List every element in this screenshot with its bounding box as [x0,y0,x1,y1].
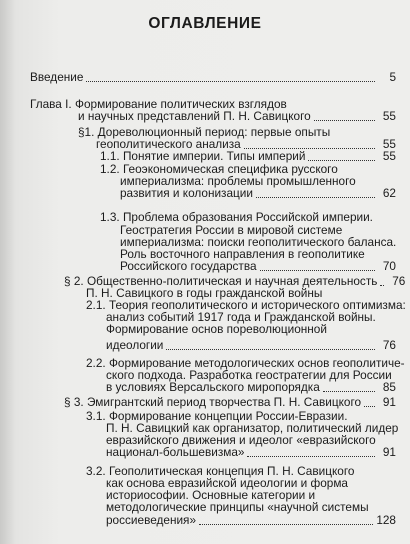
toc-subsection-2-2-line-1: 2.2. Формирование методологических основ геополитиче- [86,356,405,370]
toc-subsection-1-3-line-2: Геостратегия России в мировой системе [120,223,343,237]
toc-subsection-1-3-line-3: империализма: поиски геополитического баланса. [120,235,397,249]
toc-entry-text: Российского государства [120,259,257,273]
toc-section-3 [64,396,396,409]
toc-subsection-3-2-line-1: 3.2. Геополитическая концепция П. Н. Савицкого [86,464,355,478]
toc-subsection-1-2 [120,187,396,200]
toc-subsection-3-2-line-2: как основа евразийской идеологии и форма [106,476,348,490]
toc-subsection-2-1-line-3: Формирование основ пореволюционной [106,322,327,336]
dot-leader [86,80,375,82]
toc-entry-text: в условиях Версальского миропорядка [106,380,320,394]
toc-page-number: 55 [382,137,396,151]
toc-page-number: 91 [382,395,396,409]
toc-subsection-3-1-line-1: 3.1. Формирование концепции России-Евразии. [86,409,348,423]
toc-page-number: 76 [392,274,406,288]
toc-entry-text: национал-большевизма» [106,445,245,459]
dot-leader [256,196,375,198]
toc-page-number: 62 [382,186,396,200]
dot-leader [314,119,375,121]
dot-leader [247,455,375,457]
toc-entry-text: § 3. Эмигрантский период творчества П. Н. Савицкого [64,395,362,409]
toc-subsection-3-2 [106,514,396,527]
page-title: ОГЛАВЛЕНИЕ [148,15,262,32]
dot-leader [323,390,375,392]
toc-chapter-1 [78,110,396,123]
toc-subsection-1-2-line-1: 1.2. Геоэкономическая специфика русского [100,162,338,176]
toc-page-number: 5 [389,70,396,84]
toc-chapter-1-line-1: Глава I. Формирование политических взглядов [30,97,287,111]
dot-leader [166,348,375,350]
toc-subsection-3-1-line-2: П. Н. Савицкий как организатор, политический лидер [106,421,399,435]
toc-page-number: 55 [382,109,396,123]
toc-page-number: 85 [382,380,396,394]
toc-subsection-2-1-line-1: 2.1. Теория геополитического и исторического оптимизма: [86,298,406,312]
toc-entry-text: 1.1. Понятие империи. Типы империй [100,149,306,163]
toc-entry-text: § 2. Общественно-политическая и научная деятельность [64,274,378,288]
toc-page-number: 128 [376,513,396,527]
toc-entry-text: развития и колонизации [120,186,253,200]
toc-subsection-1-3-line-1: 1.3. Проблема образования Российской империи. [100,210,373,224]
toc-subsection-2-2-line-2: ского подхода. Разработка геостратегии для России [106,368,392,382]
toc-entry-introduction [30,71,396,84]
dot-leader [260,269,375,271]
toc-subsection-2-2 [106,381,396,394]
toc-subsection-3-1 [106,446,396,459]
toc-subsection-3-1-line-3: евразийского движения и идеолог «евразийского [106,433,376,447]
dot-leader [380,284,384,286]
toc-subsection-1-3 [120,260,396,273]
toc-entry-text: Введение [30,70,84,84]
toc-subsection-3-2-line-4: методологические принципы «научной системы [106,500,369,514]
toc-subsection-3-2-line-3: историософии. Основные категории и [106,488,316,502]
toc-subsection-1-3-line-4: Роль восточного направления в геополитике [120,247,365,261]
toc-subsection-2-1 [106,339,396,352]
toc-entry-text: россиеведения» [106,513,197,527]
dot-leader [308,159,375,161]
toc-entry-text: идеологии [106,338,164,352]
toc-entry-text: и научных представлений П. Н. Савицкого [78,109,311,123]
toc-entry-text: геополитического анализа [96,137,241,151]
dot-leader [199,523,373,525]
toc-page-number: 91 [382,445,396,459]
toc-page-number: 76 [382,338,396,352]
toc-section-1-line-1: §1. Дореволюционный период: первые опыты [78,125,331,139]
toc-section-2-line-2: П. Н. Савицкого в годы гражданской войны [86,286,323,300]
dot-leader [364,405,375,407]
toc-page-number: 70 [382,259,396,273]
toc-subsection-1-2-line-2: империализма: проблемы промышленного [120,174,356,188]
toc-page-number: 55 [382,149,396,163]
toc-subsection-2-1-line-2: анализ событий 1917 года и Гражданской войны. [106,310,376,324]
